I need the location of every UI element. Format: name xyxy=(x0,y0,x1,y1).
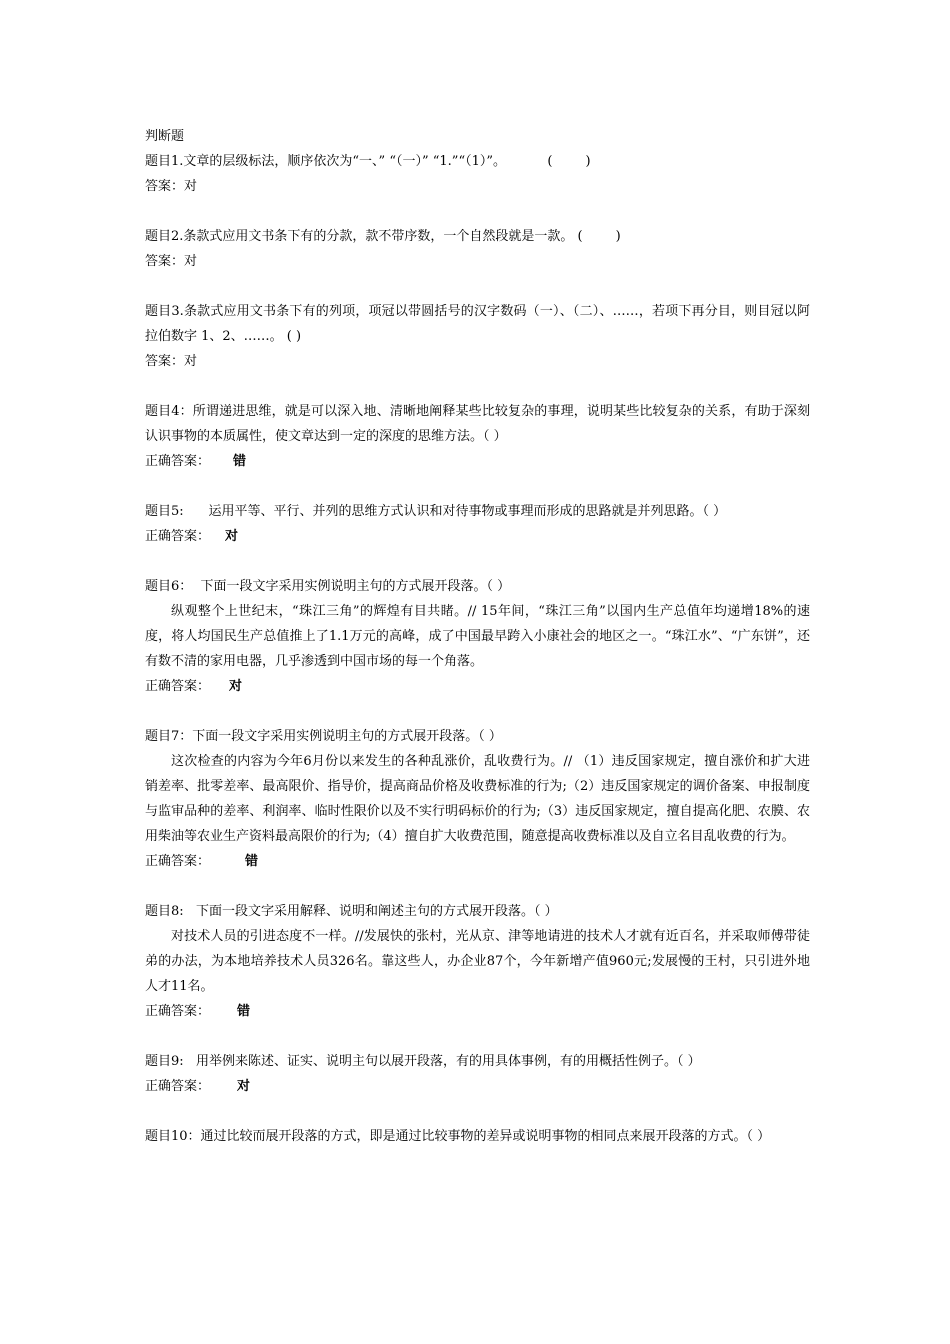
answer-value: 对 xyxy=(229,679,243,694)
answer-label: 答案： xyxy=(145,354,185,369)
question-8: 题目8: 下面一段文字采用解释、说明和阐述主句的方式展开段落。（ ） xyxy=(145,904,558,919)
section-title: 判断题 xyxy=(145,129,185,144)
answer-label: 正确答案： xyxy=(145,679,211,694)
answer-label: 正确答案： xyxy=(145,1079,211,1094)
answer-value: 对 xyxy=(184,354,198,369)
passage-8: 对技术人员的引进态度不一样。//发展快的张村，光从京、津等地请进的技术人才就有近百名，并采取师傅带徒弟的办法，为本地培养技术人员326名。靠这些人，办企业87个，今年新增产值960元;发展慢的王村，只引进外地人才11名。 xyxy=(145,929,810,994)
answer-2 xyxy=(145,249,810,274)
answer-3 xyxy=(145,349,810,374)
answer-value: 对 xyxy=(225,529,239,544)
answer-value: 对 xyxy=(184,254,198,269)
answer-label: 答案： xyxy=(145,254,185,269)
answer-value: 错 xyxy=(237,1004,251,1019)
answer-value: 对 xyxy=(184,179,198,194)
answer-label: 正确答案： xyxy=(145,854,211,869)
question-5: 题目5: 运用平等、平行、并列的思维方式认识和对待事物或事理而形成的思路就是并列思路。（ ） xyxy=(145,504,727,519)
answer-label: 正确答案： xyxy=(145,454,211,469)
answer-5 xyxy=(145,524,810,549)
passage-6: 纵观整个上世纪末，“珠江三角”的辉煌有目共睹。// 15年间，“珠江三角”以国内生产总值年均递增18%的速度，将人均国民生产总值推上了1.1万元的高峰，成了中国最早跨入小康社会的地区之一。“珠江水”、“广东饼”，还有数不清的家用电器，几乎渗透到中国市场的每一个角落。 xyxy=(145,604,810,669)
question-1: 题目1.文章的层级标法，顺序依次为“一、” “（一）” “1.”“（1）”。 ( ) xyxy=(145,154,591,169)
question-9: 题目9: 用举例来陈述、证实、说明主句以展开段落，有的用具体事例，有的用概括性例子。（ ） xyxy=(145,1054,701,1069)
answer-label: 正确答案： xyxy=(145,529,211,544)
answer-value: 错 xyxy=(233,454,247,469)
answer-4 xyxy=(145,449,810,474)
answer-6 xyxy=(145,674,810,699)
question-7: 题目7：下面一段文字采用实例说明主句的方式展开段落。（ ） xyxy=(145,729,502,744)
answer-value: 错 xyxy=(245,854,259,869)
answer-7 xyxy=(145,849,810,874)
question-4: 题目4：所谓递进思维，就是可以深入地、清晰地阐释某些比较复杂的事理，说明某些比较复杂的关系，有助于深刻认识事物的本质属性，使文章达到一定的深度的思维方法。（ ） xyxy=(145,404,810,444)
document-page xyxy=(145,124,810,1149)
answer-value: 对 xyxy=(237,1079,251,1094)
question-10: 题目10：通过比较而展开段落的方式，即是通过比较事物的差异或说明事物的相同点来展开段落的方式。（ ） xyxy=(145,1129,771,1144)
passage-7: 这次检查的内容为今年6月份以来发生的各种乱涨价，乱收费行为。// （1）违反国家规定，擅自涨价和扩大进销差率、批零差率、最高限价、指导价，提高商品价格及收费标准的行为;（2）违反国家规定的调价备案、申报制度与监审品种的差率、利润率、临时性限价以及不实行明码标价的行为;（3）违反国家规定，擅自提高化肥、农膜、农用柴油等农业生产资料最高限价的行为;（4）擅自扩大收费范围，随意提高收费标准以及自立名目乱收费的行为。 xyxy=(145,754,810,844)
answer-1 xyxy=(145,174,810,199)
answer-8 xyxy=(145,999,810,1024)
question-3: 题目3.条款式应用文书条下有的列项，项冠以带圆括号的汉字数码（一）、（二）、……，若项下再分目，则目冠以阿拉伯数字 1、2、……。 ( ) xyxy=(145,304,810,344)
answer-9 xyxy=(145,1074,810,1099)
answer-label: 答案： xyxy=(145,179,185,194)
question-6: 题目6： 下面一段文字采用实例说明主句的方式展开段落。（ ） xyxy=(145,579,511,594)
answer-label: 正确答案： xyxy=(145,1004,211,1019)
question-2: 题目2.条款式应用文书条下有的分款，款不带序数，一个自然段就是一款。 ( ) xyxy=(145,229,621,244)
